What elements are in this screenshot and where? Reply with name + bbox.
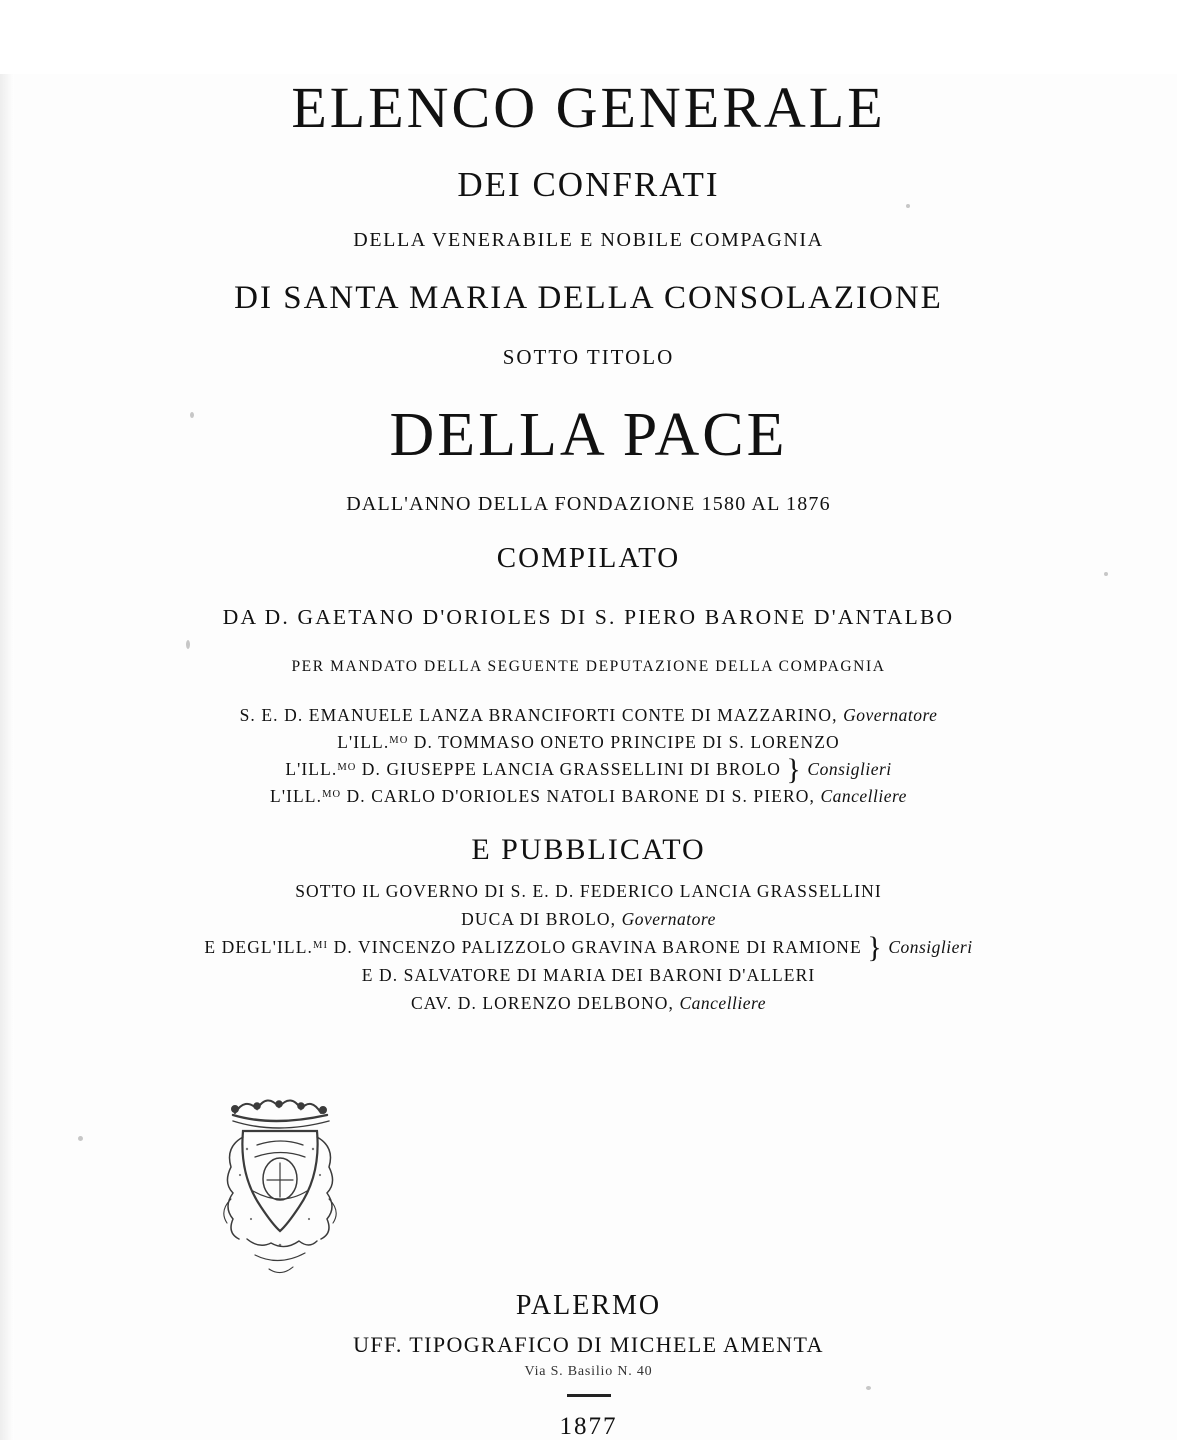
scan-speck (1104, 572, 1108, 576)
government-row (0, 961, 1177, 989)
deputation-row (0, 753, 1177, 787)
deputation-name: L'ILL.ᴹᴼ D. GIUSEPPE LANCIA GRASSELLINI DI BROLO (285, 759, 781, 780)
printer-name: UFF. TIPOGRAFICO DI MICHELE AMENTA (353, 1332, 824, 1357)
deputation-row (0, 783, 1177, 810)
coat-of-arms-icon (195, 1079, 365, 1284)
government-name: E DEGL'ILL.ᴹᴵ D. VINCENZO PALIZZOLO GRAVINA BARONE DI RAMIONE (204, 936, 862, 957)
deputation-name: L'ILL.ᴹᴼ D. TOMMASO ONETO PRINCIPE DI S. LORENZO (337, 732, 840, 753)
divider-rule (567, 1394, 611, 1397)
scan-speck (190, 412, 194, 418)
deputation-role: Governatore (843, 705, 938, 725)
deputation-brace-role: Consiglieri (807, 759, 892, 780)
government-role: Governatore (621, 908, 716, 929)
city-name: PALERMO (515, 1290, 662, 1321)
government-name: CAV. D. LORENZO DELBONO, (411, 992, 674, 1013)
government-row (0, 877, 1177, 905)
deputation-name: S. E. D. EMANUELE LANZA BRANCIFORTI CONTE DI MAZZARINO, (239, 705, 838, 725)
government-brace-role: Consiglieri (888, 936, 973, 957)
subtitle-santa-maria: DI SANTA MARIA DELLA CONSOLAZIONE (234, 280, 943, 316)
title-della-pace: DELLA PACE (389, 401, 788, 469)
years-range: DALL'ANNO DELLA FONDAZIONE 1580 AL 1876 (346, 493, 831, 515)
scan-speck (906, 204, 910, 208)
subtitle-confrati: DEI CONFRATI (457, 165, 720, 204)
author-line: DA D. GAETANO D'ORIOLES DI S. PIERO BARONE D'ANTALBO (222, 605, 955, 629)
subtitle-sotto-titolo: SOTTO TITOLO (502, 345, 675, 369)
deputation-row (0, 702, 1177, 729)
deputation-role: Cancelliere (820, 786, 907, 807)
brace-icon: } (786, 753, 802, 787)
scan-speck (78, 1136, 83, 1141)
page-title: ELENCO GENERALE (291, 75, 886, 140)
government-row (0, 989, 1177, 1017)
subtitle-compagnia: DELLA VENERABILE E NOBILE COMPAGNIA (353, 229, 824, 251)
deputation-row (0, 729, 1177, 756)
imprint-block (0, 1272, 1177, 1441)
government-list (0, 877, 1177, 1017)
title-page (0, 74, 1177, 1440)
government-row (0, 905, 1177, 933)
brace-icon: } (867, 930, 883, 964)
publication-year: 1877 (559, 1413, 618, 1440)
compiled-label: COMPILATO (496, 542, 681, 574)
scan-speck (186, 640, 190, 649)
deputation-list (0, 702, 1177, 811)
government-name: DUCA DI BROLO, (461, 908, 617, 929)
government-name: SOTTO IL GOVERNO DI S. E. D. FEDERICO LANCIA GRASSELLINI (295, 880, 882, 901)
published-label: E PUBBLICATO (471, 832, 706, 866)
government-role: Cancelliere (679, 992, 766, 1013)
government-name: E D. SALVATORE DI MARIA DEI BARONI D'ALLERI (361, 964, 816, 985)
printer-address: Via S. Basilio N. 40 (524, 1364, 653, 1379)
government-row (0, 930, 1177, 964)
mandate-line: PER MANDATO DELLA SEGUENTE DEPUTAZIONE DELLA COMPAGNIA (291, 658, 886, 675)
deputation-name: L'ILL.ᴹᴼ D. CARLO D'ORIOLES NATOLI BARONE DI S. PIERO, (270, 786, 815, 807)
